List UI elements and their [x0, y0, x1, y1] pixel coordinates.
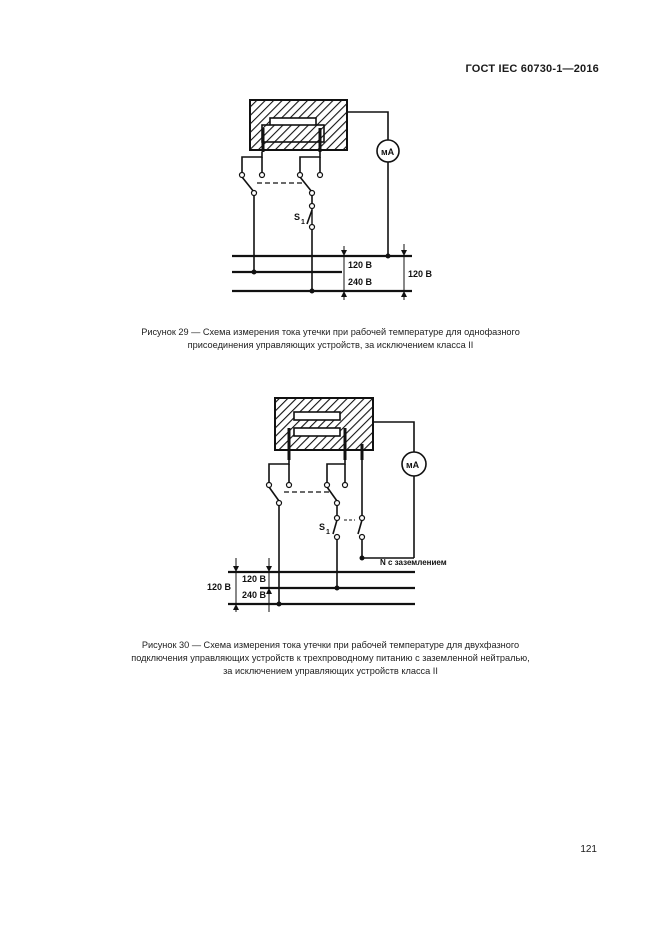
neutral-label: N с заземлением [380, 558, 447, 567]
heating-element-upper [294, 412, 340, 420]
caption-line: за исключением управляющих устройств класса II [223, 666, 438, 676]
figure-29-caption [70, 326, 591, 352]
switch-subscript: 1 [301, 219, 305, 226]
ammeter-label: мА [381, 147, 395, 157]
figure-29-diagram [0, 0, 661, 330]
figure-30-diagram [0, 380, 661, 635]
heating-element-lower [294, 428, 340, 436]
voltage-240-label: 240 В [348, 277, 373, 287]
caption-line: Рисунок 30 — Схема измерения тока утечки при рабочей температуре для двухфазного [141, 640, 520, 650]
voltage-120-outer-label: 120 В [408, 269, 433, 279]
ammeter-label: мА [406, 460, 420, 470]
page-number: 121 [580, 844, 597, 855]
figure-30 [0, 380, 661, 635]
voltage-120-outer-label: 120 В [207, 582, 232, 592]
figure-30-caption [70, 639, 591, 678]
switch-label: S [294, 212, 301, 222]
voltage-120-label: 120 В [348, 260, 373, 270]
voltage-240-label: 240 В [242, 590, 267, 600]
standard-header: ГОСТ IEC 60730-1—2016 [465, 63, 599, 75]
caption-line: Рисунок 29 — Схема измерения тока утечки при рабочей температуре для однофазного [141, 327, 520, 337]
switch-subscript: 1 [326, 529, 330, 536]
figure-29 [0, 0, 661, 330]
caption-line: подключения управляющих устройств к трехпроводному питанию с заземленной нейтралью, [131, 653, 530, 663]
switch-label: S [319, 522, 326, 532]
caption-line: присоединения управляющих устройств, за исключением класса II [187, 340, 474, 350]
voltage-120-label: 120 В [242, 574, 267, 584]
